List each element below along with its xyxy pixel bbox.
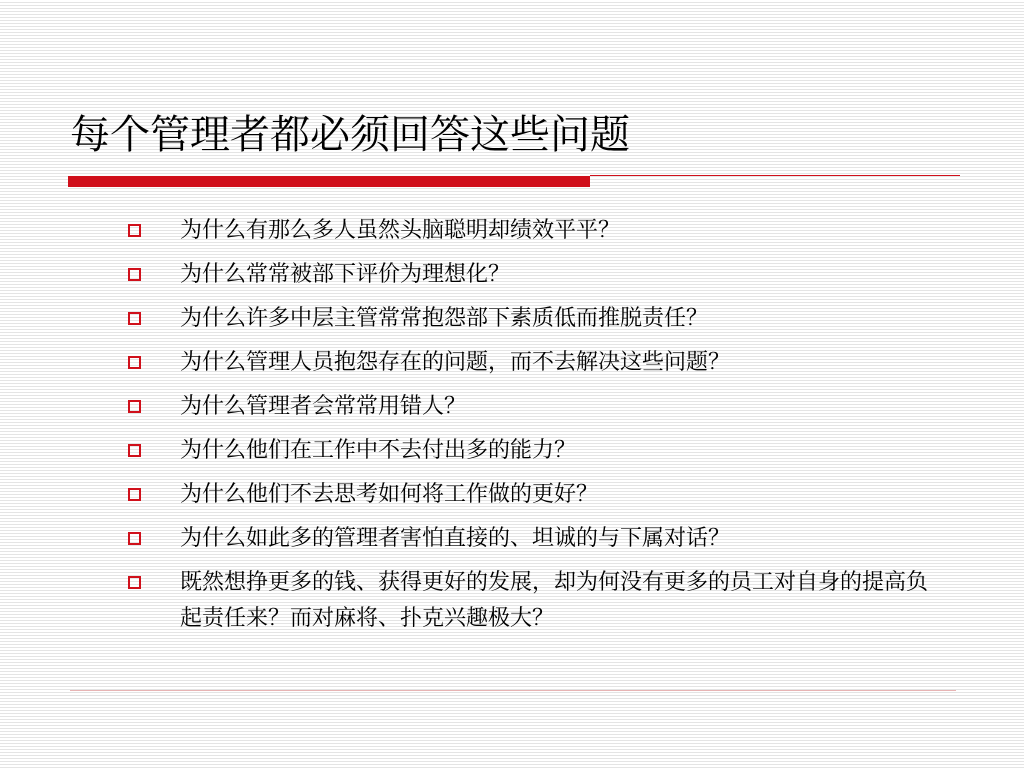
hollow-square-icon (128, 356, 141, 369)
bullet-item (128, 521, 928, 557)
bullet-item (128, 477, 928, 513)
bullet-item (128, 345, 928, 381)
bullet-item (128, 301, 928, 337)
title-underline-thick (68, 176, 590, 187)
bullet-text: 为什么管理人员抱怨存在的问题，而不去解决这些问题？ (180, 350, 731, 375)
hollow-square-icon (128, 532, 141, 545)
hollow-square-icon (128, 400, 141, 413)
bottom-divider (70, 690, 956, 691)
bullet-text: 为什么管理者会常常用错人？ (180, 394, 467, 419)
title-underline-thin (590, 175, 960, 176)
hollow-square-icon (128, 268, 141, 281)
bullet-item (128, 257, 928, 293)
hollow-square-icon (128, 444, 141, 457)
hollow-square-icon (128, 224, 141, 237)
slide-title: 每个管理者都必须回答这些问题 (70, 112, 630, 158)
bullet-item (128, 213, 928, 249)
bullet-list (128, 213, 928, 645)
hollow-square-icon (128, 312, 141, 325)
bullet-item (128, 433, 928, 469)
bullet-text: 既然想挣更多的钱、获得更好的发展，却为何没有更多的员工对自身的提高负起责任来？而对麻将、扑克兴趣极大？ (180, 570, 929, 631)
bullet-text: 为什么常常被部下评价为理想化？ (180, 262, 511, 287)
hollow-square-icon (128, 488, 141, 501)
bullet-text: 为什么有那么多人虽然头脑聪明却绩效平平？ (180, 218, 621, 243)
bullet-text: 为什么许多中层主管常常抱怨部下素质低而推脱责任？ (180, 306, 709, 331)
bullet-text: 为什么他们在工作中不去付出多的能力？ (180, 438, 577, 463)
bullet-item (128, 389, 928, 425)
hollow-square-icon (128, 576, 141, 589)
bullet-text: 为什么如此多的管理者害怕直接的、坦诚的与下属对话？ (180, 526, 731, 551)
bullet-text: 为什么他们不去思考如何将工作做的更好？ (180, 482, 599, 507)
bullet-item (128, 565, 928, 637)
